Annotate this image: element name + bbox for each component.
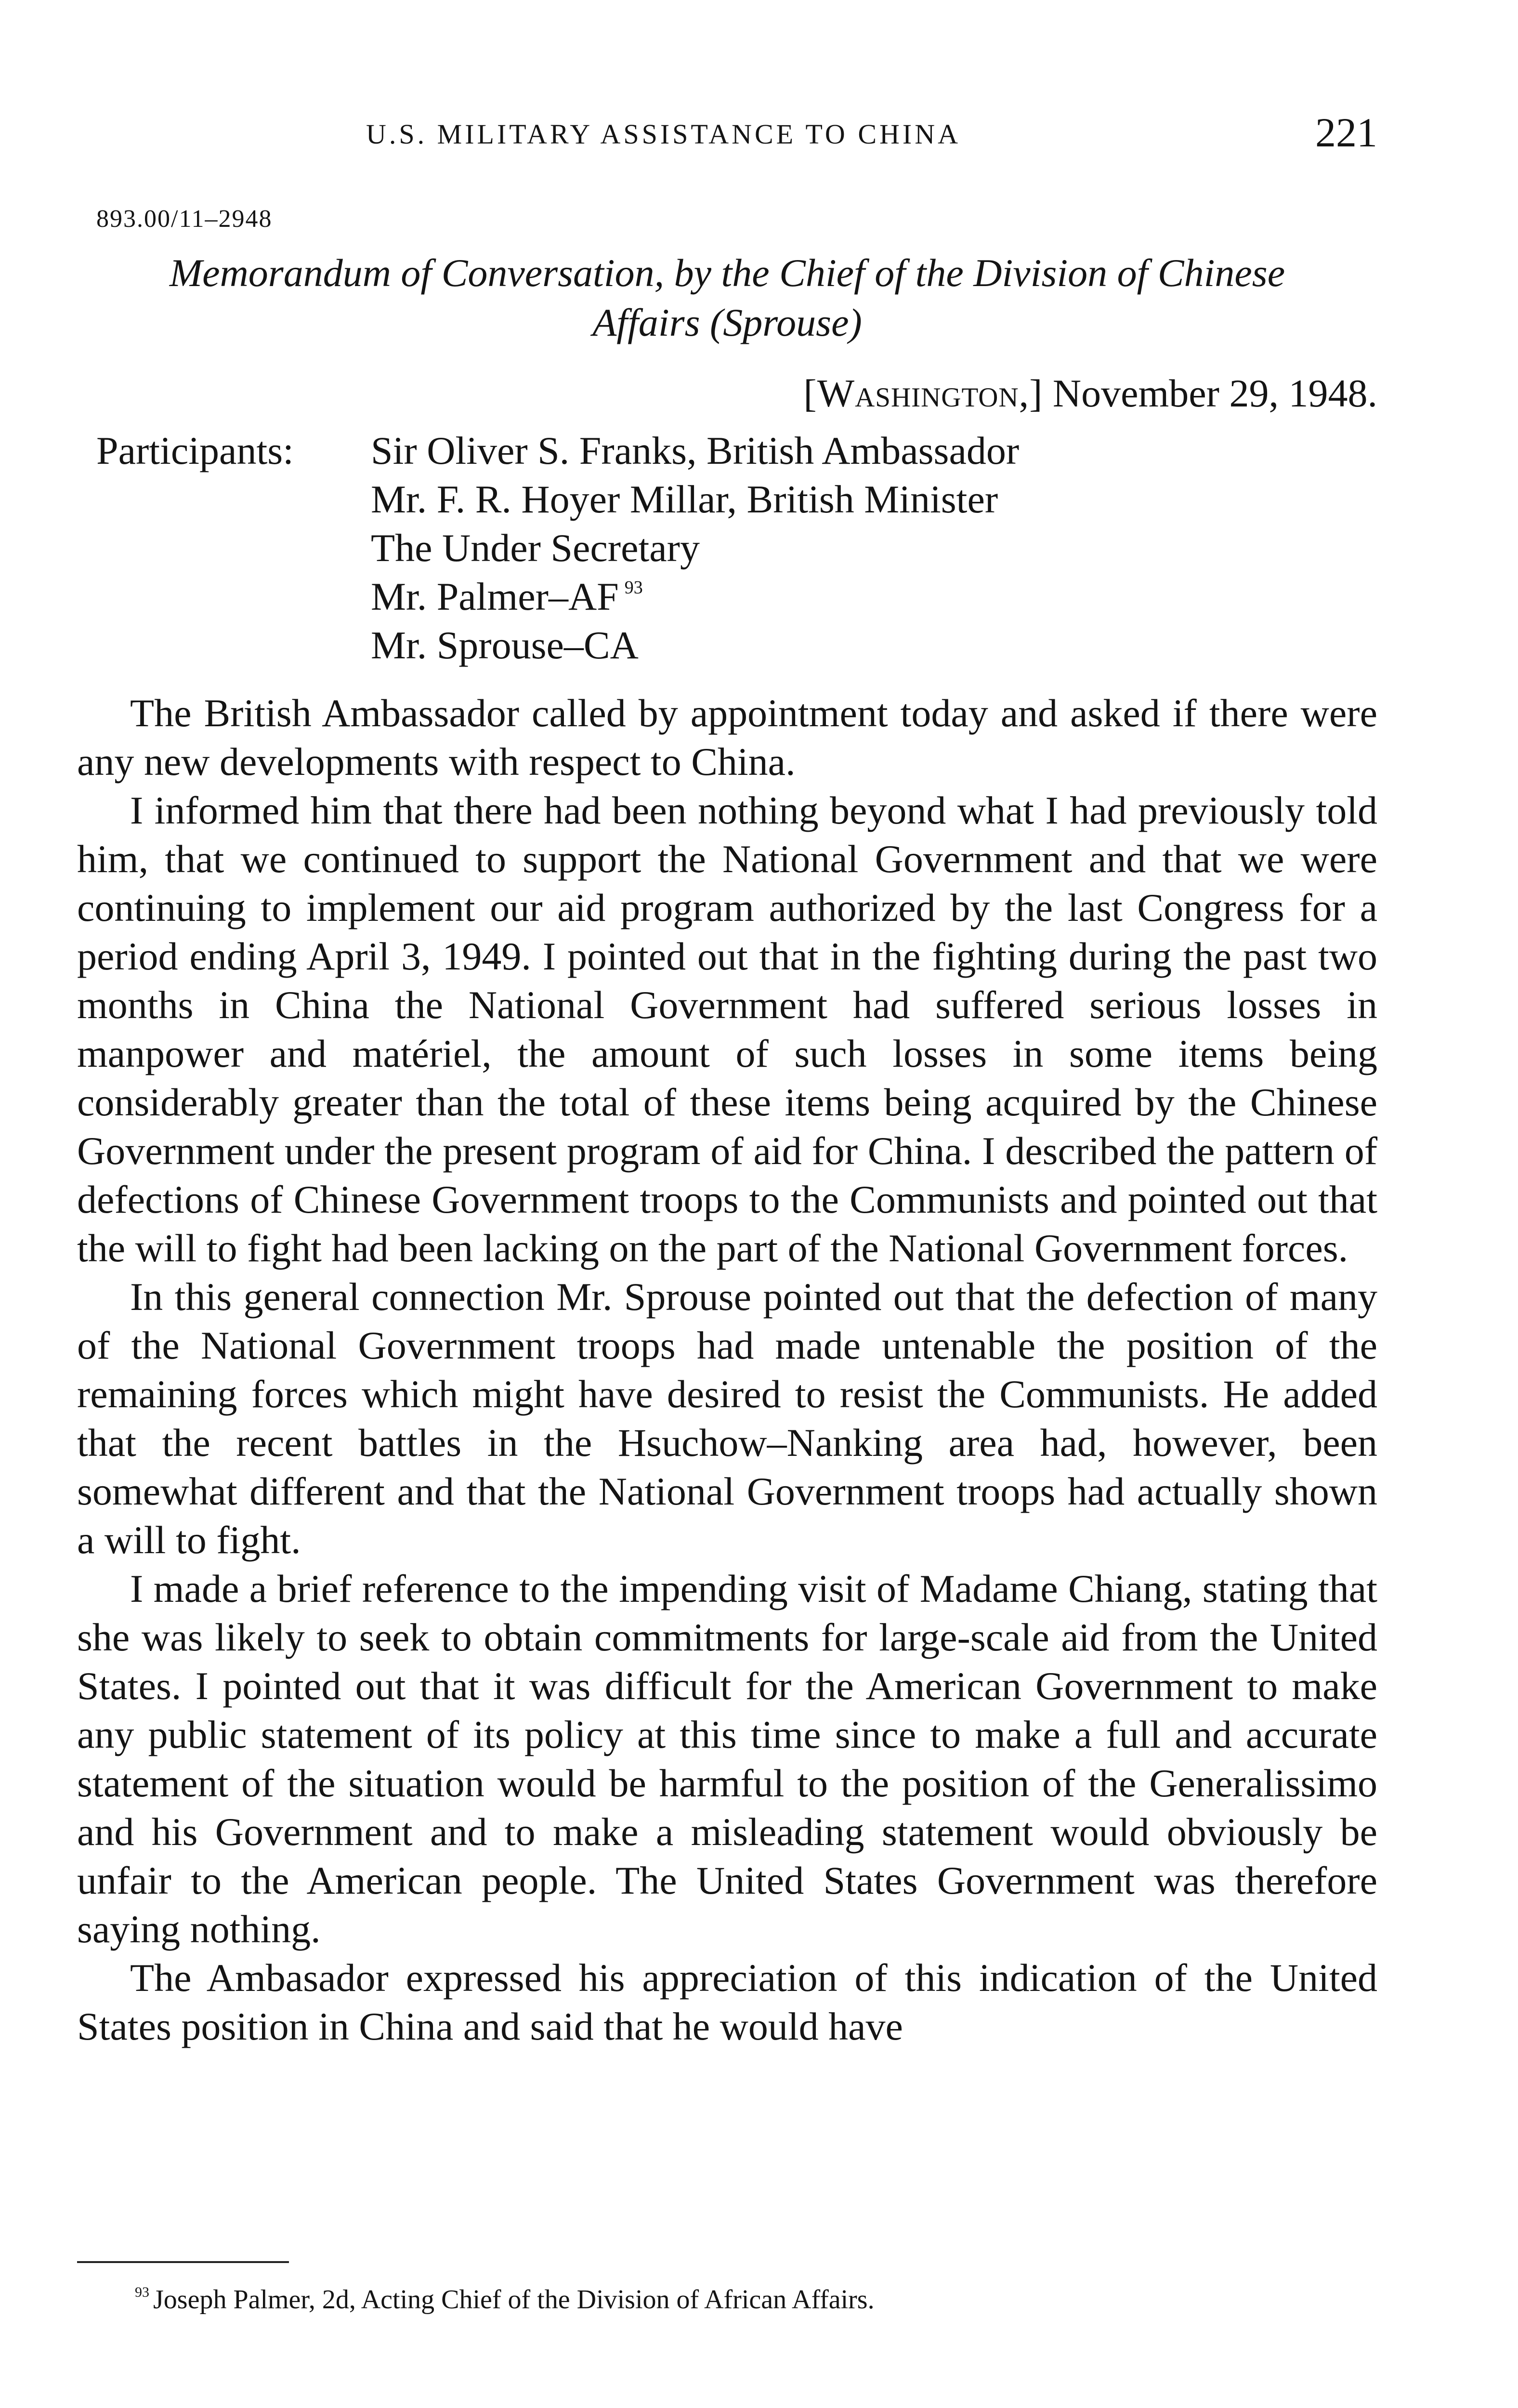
- body-paragraph: The British Ambassador called by appointment today and asked if there were any new developments with respect to China.: [77, 691, 1377, 784]
- body-paragraph: The Ambasador expressed his appreciation of this indication of the United States position in China and said that he would have: [77, 1956, 1377, 2048]
- footnote: [135, 2283, 1387, 2316]
- footnote-text: Joseph Palmer, 2d, Acting Chief of the Division of African Affairs.: [153, 2285, 875, 2315]
- body-paragraph: I informed him that there had been nothing beyond what I had previously told him, that we continued to support the National Government and that we were continuing to implement our aid program authorized by the last Congress for a period ending April 3, 1949. I pointed out that in the fighting during the past two months in China the National Government had suffered serious losses in manpower and matériel, the amount of such losses in some items being considerably greater than the total of these items being acquired by the Chinese Government under the present program of aid for China. I described the pattern of defections of Chinese Government troops to the Communists and pointed out that the will to fight had been lacking on the part of the National Government forces.: [77, 788, 1377, 1270]
- dateline-place: [Washington,]: [803, 371, 1043, 415]
- participant-item-with-footnote: [371, 572, 1019, 621]
- participant-item: Mr. F. R. Hoyer Millar, British Minister: [371, 477, 998, 521]
- dateline-date: November 29, 1948.: [1052, 371, 1377, 415]
- document-title-line-1: Memorandum of Conversation, by the Chief of the Division of Chinese: [169, 251, 1285, 295]
- participant-item: The Under Secretary: [371, 526, 700, 570]
- footnote-reference: 93: [624, 577, 643, 598]
- dateline: [803, 371, 1377, 416]
- running-title: U.S. MILITARY ASSISTANCE TO CHINA: [366, 118, 961, 150]
- footnote-rule: [77, 2261, 289, 2263]
- participant-item: Sir Oliver S. Franks, British Ambassador: [371, 429, 1020, 472]
- body-paragraph: In this general connection Mr. Sprouse pointed out that the defection of many of the National Government troops had made untenable the position of the remaining forces which might have desired to resist the Communists. He added that the recent battles in the Hsuchow–Nanking area had, however, been somewhat different and that the National Government troops had actually shown a will to fight.: [77, 1275, 1377, 1562]
- file-number: 893.00/11–2948: [96, 205, 273, 233]
- participants-list: [371, 426, 1019, 669]
- document-title-line-2: Affairs (Sprouse): [592, 301, 862, 344]
- footnote-number: 93: [135, 2284, 149, 2300]
- body-paragraph: I made a brief reference to the impending visit of Madame Chiang, stating that she was likely to seek to obtain commitments for large-scale aid from the United States. I pointed out that it was difficult for the American Government to make any public statement of its policy at this time since to make a full and accurate statement of the situation would be harmful to the position of the Generalissimo and his Government and to make a misleading statement would obviously be unfair to the American people. The United States Government was therefore saying nothing.: [77, 1567, 1377, 1951]
- participant-item: Mr. Sprouse–CA: [371, 623, 639, 667]
- page-number: 221: [1315, 109, 1377, 156]
- participants-label: Participants:: [96, 429, 294, 472]
- document-title: [77, 248, 1377, 347]
- running-head: [77, 108, 1377, 161]
- memorandum-body: [77, 689, 1377, 2051]
- participant-name: Mr. Palmer–AF: [371, 575, 619, 618]
